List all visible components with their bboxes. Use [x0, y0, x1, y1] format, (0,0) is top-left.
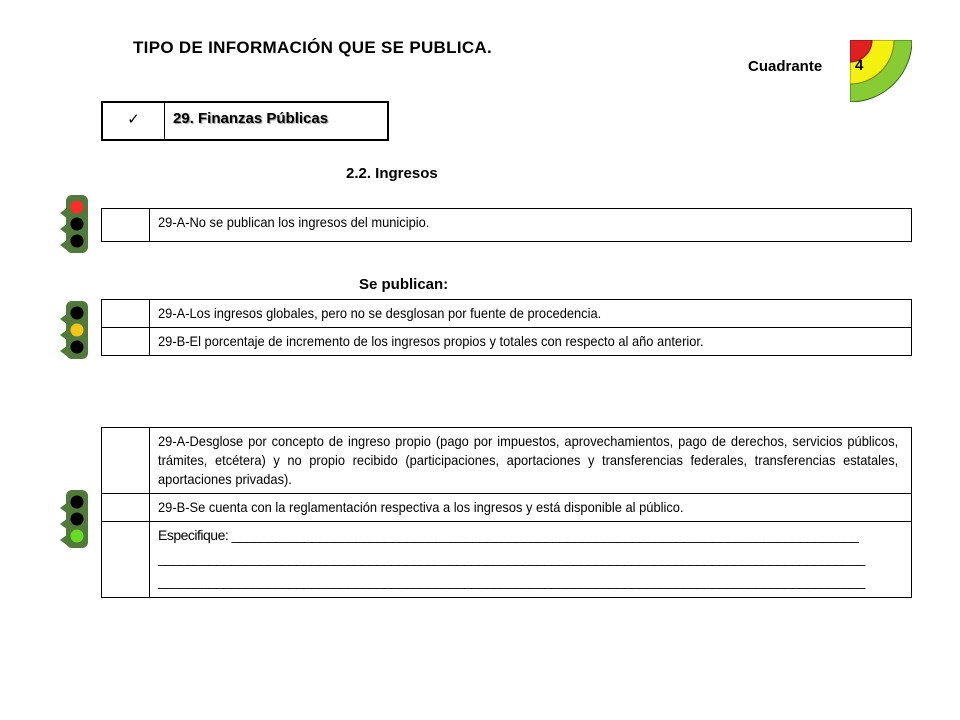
yellow-table [101, 299, 912, 356]
specify-line[interactable]: _________________________________________________________________________________________________ [158, 573, 865, 589]
table-cell [150, 209, 912, 242]
table-row [102, 494, 912, 522]
red-traffic-light-icon [58, 193, 92, 255]
blank-cell [102, 494, 150, 522]
table-cell [150, 494, 912, 522]
row-text: 29-A-No se publican los ingresos del municipio. [158, 214, 430, 230]
specify-line[interactable]: _________________________________________________________________________________________________ [158, 550, 865, 566]
subtitle-ingresos: 2.2. Ingresos [346, 165, 438, 182]
table-cell [150, 300, 912, 328]
blank-cell [102, 522, 150, 598]
table-row [102, 209, 912, 242]
cuadrante-label: Cuadrante [748, 58, 823, 75]
subtitle-se-publican: Se publican: [359, 276, 449, 293]
table-row [102, 522, 912, 598]
blank-cell [102, 328, 150, 356]
row-text: 29-A-Desglose por concepto de ingreso propio (pago por impuestos, aprovechamientos, pago de derechos, servicios públicos, trámites, etcétera) y no propio recibido (participaciones, aportaciones y transferencias federales, transferencias estatales, aportaciones privadas). [158, 433, 899, 487]
table-row [102, 328, 912, 356]
table-row [102, 428, 912, 494]
table-cell [150, 328, 912, 356]
table-cell [150, 428, 912, 494]
yellow-traffic-light-icon [58, 299, 92, 361]
green-table [101, 427, 912, 598]
specify-cell [150, 522, 912, 598]
section-label: 29. Finanzas Públicas [173, 110, 329, 127]
table-row [102, 300, 912, 328]
blank-cell [102, 209, 150, 242]
check-icon: ✓ [103, 103, 165, 139]
row-text: 29-B-Se cuenta con la reglamentación respectiva a los ingresos y está disponible al público. [158, 499, 684, 515]
blank-cell [102, 300, 150, 328]
row-text: 29-A-Los ingresos globales, pero no se desglosan por fuente de procedencia. [158, 305, 602, 321]
blank-cell [102, 428, 150, 494]
section-box [101, 101, 389, 141]
specify-input[interactable]: Especifique: ______________________________________________________________________________________ [158, 527, 859, 543]
green-traffic-light-icon [58, 488, 92, 550]
red-table [101, 208, 912, 242]
row-text: 29-B-El porcentaje de incremento de los ingresos propios y totales con respecto al año anterior. [158, 333, 704, 349]
page-title: TIPO DE INFORMACIÓN QUE SE PUBLICA. [133, 38, 493, 57]
cuadrante-number: 4 [855, 57, 864, 74]
